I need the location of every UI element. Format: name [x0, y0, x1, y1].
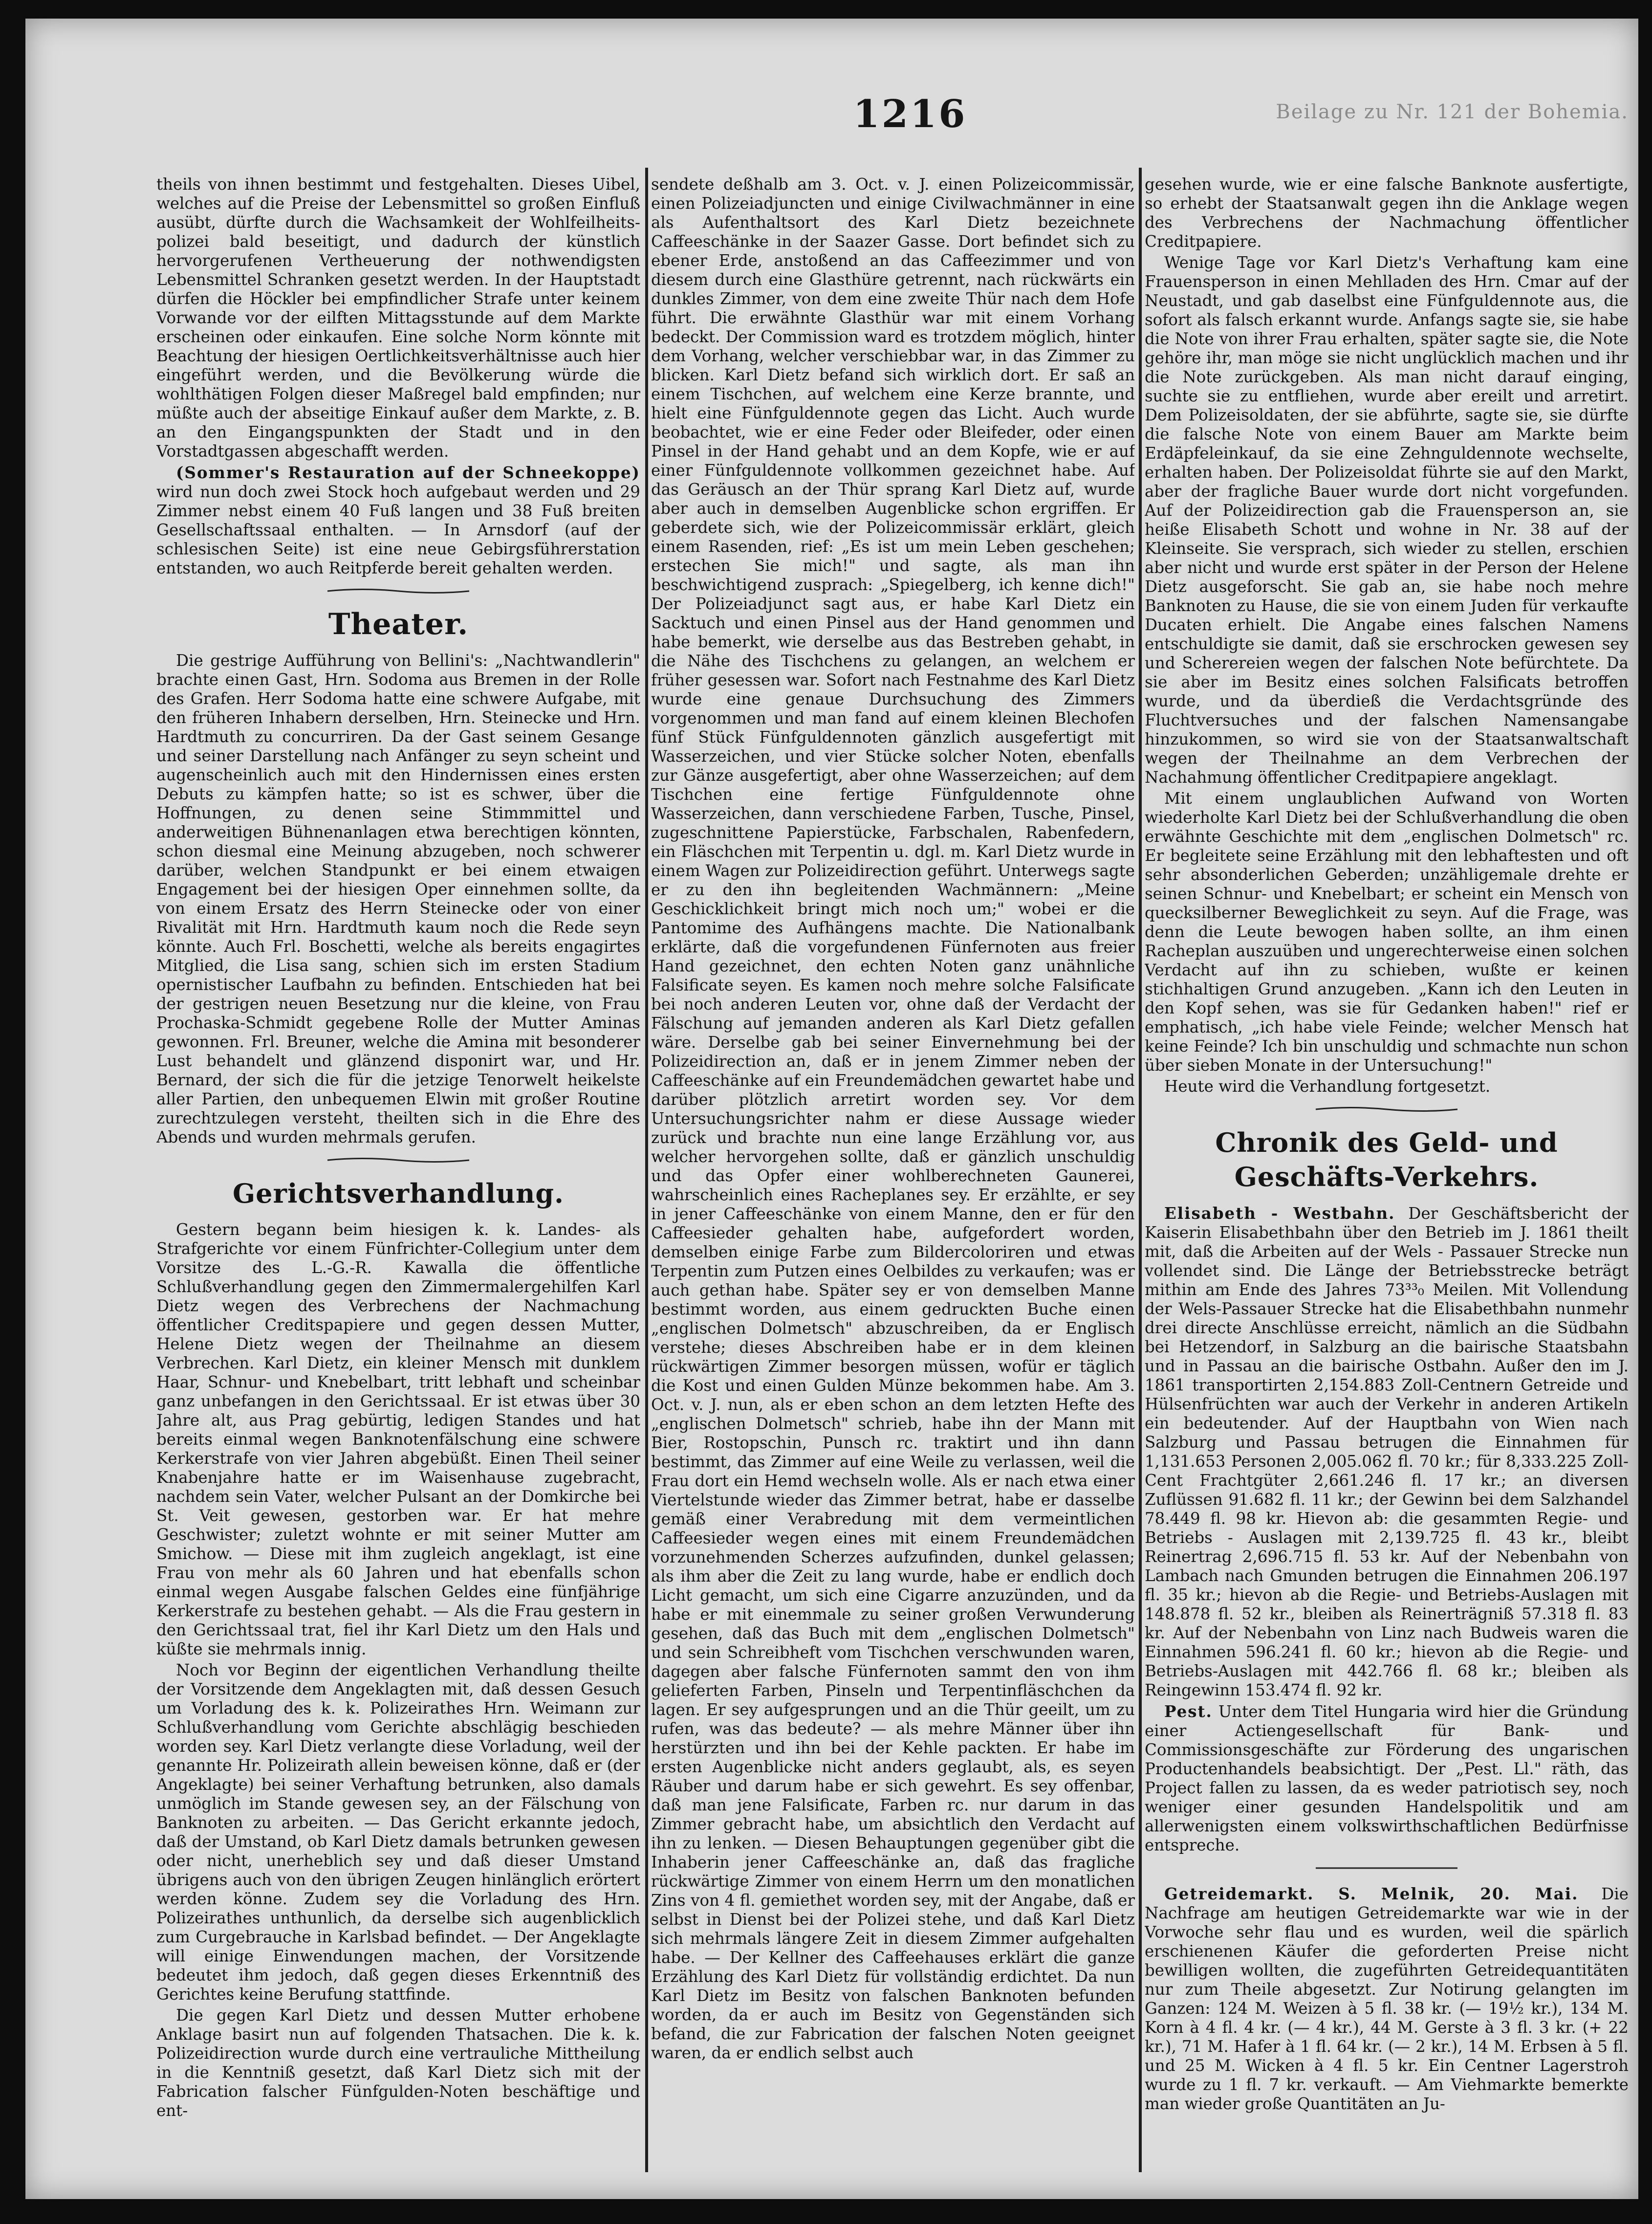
section-heading-court: Gerichtsverhandlung. — [233, 1178, 564, 1209]
paragraph — [1145, 1702, 1629, 1855]
column-2 — [651, 175, 1135, 2170]
ornament-divider — [325, 1157, 472, 1164]
ornament-divider — [1313, 1865, 1460, 1872]
column-rule — [1139, 168, 1142, 2172]
paragraph-text: wird nun doch zwei Stock hoch aufgebaut werden und 29 Zimmer nebst einem 40 Fuß langen und 38 Fuß breiten Gesellschaftssaal enthalten. — In Arnsdorf (auf der schlesischen Seite) ist eine neue Gebirgsführerstation entstanden, wo auch Reitpferde bereit gehalten werden. — [156, 483, 640, 577]
paragraph — [1145, 1204, 1629, 1700]
ornament-divider — [325, 588, 472, 595]
paragraph-lead: Getreidemarkt. S. Melnik, 20. Mai. — [1164, 1884, 1579, 1903]
paragraph: Wenige Tage vor Karl Dietz's Verhaftung kam eine Frauensperson in einen Mehlladen des Hrn. Cmar auf der Neustadt, und gab daselbst eine Fünfguldennote aus, die sofort als falsch erkannt wurde. Anfangs sagte sie, sie habe die Note von ihrer Frau erhalten, später sagte sie, die Note gehöre ihr, man möge sie nicht unglücklich machen und ihr die Note zurückgeben. Als man nicht darauf einging, suchte sie zu entfliehen, wurde aber ereilt und arretirt. Dem Polizeisoldaten, der sie abführte, sagte sie, sie dürfte die falsche Note von einem Bauer am Markte beim Erdäpfeleinkauf, da sie eine Zehnguldennote wechselte, erhalten haben. Der Polizeisoldat führte sie auf den Markt, aber der fragliche Bauer wurde dort nicht vorgefunden. Auf der Polizeidirection gab die Frauensperson an, sie heiße Elisabeth Schott und wohne in Nr. 38 auf der Kleinseite. Sie versprach, sich wieder zu stellen, erschien aber nicht und wurde erst später in der Person der Helene Dietz ausgeforscht. Sie gab an, sie habe noch mehre Banknoten zu Hause, die sie von einem Juden für verkaufte Ducaten erhielt. Die Angabe eines falschen Namens entschuldigte sie damit, daß sie erschrocken gewesen sey und Scherereien wegen der falschen Note befürchtete. Da sie aber im Besitz eines solchen Falsificats betroffen wurde, und da überdieß die Verdachtsgründe des Fluchtversuches und der falschen Namensangabe hinzukommen, so wird sie von der Staatsanwaltschaft wegen der Theilnahme an dem Verbrechen der Nachahmung öffentlicher Creditpapiere angeklagt. — [1145, 253, 1629, 787]
column-rule — [645, 168, 648, 2172]
paragraph: Gestern begann beim hiesigen k. k. Landes- als Strafgerichte vor einem Fünfrichter-Collegium unter dem Vorsitze des L.-G.-R. Kawalla die öffentliche Schlußverhandlung gegen den Zimmermalergehilfen Karl Dietz wegen des Verbrechens der Nachmachung öffentlicher Creditspapiere und gegen dessen Mutter, Helene Dietz wegen der Theilnahme an diesem Verbrechen. Karl Dietz, ein kleiner Mensch mit dunklem Haar, Schnur- und Knebelbart, tritt lebhaft und scheinbar ganz unbefangen in den Gerichtssaal. Er ist etwas über 30 Jahre alt, aus Prag gebürtig, ledigen Standes und hat bereits einmal wegen Banknotenfälschung eine schwere Kerkerstrafe von vier Jahren abgebüßt. Einen Theil seiner Knabenjahre hatte er im Waisenhause zugebracht, nachdem sein Vater, welcher Pulsant an der Domkirche bei St. Veit gewesen, gestorben war. Er hat mehre Geschwister; zuletzt wohnte er mit seiner Mutter am Smichow. — Diese mit ihm zugleich angeklagt, ist eine Frau von mehr als 60 Jahren und hat ebenfalls schon einmal wegen Ausgabe falschen Geldes eine fünfjährige Kerkerstrafe zu bestehen gehabt. — Als die Frau gestern in den Gerichtssaal trat, fiel ihr Karl Dietz um den Hals und küßte sie mehrmals innig. — [156, 1220, 640, 1658]
page-number: 1216 — [853, 92, 967, 136]
paragraph-lead: Pest. — [1164, 1702, 1213, 1721]
paragraph: sendete deßhalb am 3. Oct. v. J. einen Polizeicommissär, einen Polizeiadjuncten und einige Civilwachmänner in eine als Aufenthaltsort des Karl Dietz bezeichnete Caffeeschänke in der Saazer Gasse. Dort befindet sich zu ebener Erde, anstoßend an das Caffeezimmer und von diesem durch eine Glasthüre getrennt, nach rückwärts ein dunkles Zimmer, von dem eine zweite Thür nach dem Hofe führt. Die erwähnte Glasthür war mit einem Vorhang bedeckt. Der Commission ward es trotzdem möglich, hinter dem Vorhang, welcher verschiebbar war, in das Zimmer zu blicken. Karl Dietz befand sich wirklich dort. Er saß an einem Tischchen, auf welchem eine Kerze brannte, und hielt eine Fünfguldennote gegen das Licht. Auch wurde beobachtet, wie er eine Feder oder Bleifeder, oder einen Pinsel in der Hand gehabt und an dem Kopfe, wie er auf einer Fünfguldennote vollkommen gezeichnet habe. Auf das Geräusch an der Thür sprang Karl Dietz auf, wurde aber auch in demselben Augenblicke schon ergriffen. Er geberdete sich, wie der Polizeicommissär erklärt, gleich einem Rasenden, rief: „Es ist um mein Leben geschehen; erstechen Sie mich!" und sagte, als man ihn beschwichtigend zusprach: „Spiegelberg, ich kenne dich!" Der Polizeiadjunct sagt aus, er habe Karl Dietz ein Sacktuch und einen Pinsel aus der Hand genommen und habe bemerkt, wie derselbe aus das Bestreben gehabt, in die Nähe des Tischchens zu gelangen, an welchem er früher gesessen war. Sofort nach Festnahme des Karl Dietz wurde eine genaue Durchsuchung des Zimmers vorgenommen und man fand auf einem kleinen Blechofen fünf Stück Fünfguldennoten gänzlich ausgefertigt mit Wasserzeichen, und vier Stücke solcher Noten, ebenfalls zur Gänze ausgefertigt, aber ohne Wasserzeichen; auf dem Tischchen eine fertige Fünfguldennote ohne Wasserzeichen, dann verschiedene Farben, Tusche, Pinsel, zugeschnittene Papierstücke, Farbschalen, Rabenfedern, ein Fläschchen mit Terpentin u. dgl. m. Karl Dietz wurde in einem Wagen zur Polizeidirection geführt. Unterwegs sagte er zu den ihn begleitenden Wachmännern: „Meine Geschicklichkeit bringt mich noch um;" wobei er die Pantomime des Aufhängens machte. Die Nationalbank erklärte, daß die vorgefundenen Fünfernoten aus freier Hand gezeichnet, den echten Noten ganz unähnliche Falsificate seyen. Es kamen noch mehre solche Falsificate bei noch anderen Leuten vor, ohne daß der Verdacht der Fälschung auf jemanden anderen als Karl Dietz gefallen wäre. Derselbe gab bei seiner Einvernehmung bei der Polizeidirection an, daß er in jenem Zimmer neben der Caffeeschänke auf ein Freundemädchen gewartet habe und darüber plötzlich arretirt worden sey. Vor dem Untersuchungsrichter nahm er diese Aussage wieder zurück und brachte nun eine lange Erzählung vor, aus welcher hervorgehen sollte, daß er gänzlich unschuldig und das Opfer einer wohlberechneten Gaunerei, wahrscheinlich eines Racheplanes sey. Er erzählte, er sey in jener Caffeeschänke von einem Manne, den er für den Caffeesieder gehalten habe, aufgefordert worden, demselben einige Farbe zum Bildercoloriren und etwas Terpentin zum Putzen eines Oelbildes zu verkaufen; was er auch gethan habe. Später sey er von demselben Manne bestimmt worden, aus einem gedruckten Buche einen „englischen Dolmetsch" abzuschreiben, da er Englisch verstehe; dieses Abschreiben habe er in dem kleinen rückwärtigen Zimmer besorgen müssen, wofür er täglich die Kost und einen Gulden Münze bekommen habe. Am 3. Oct. v. J. nun, als er eben schon an dem letzten Hefte des „englischen Dolmetsch" schrieb, habe ihn der Mann mit Bier, Rostopschin, Punsch rc. traktirt und ihn dann bestimmt, das Zimmer auf eine Weile zu verlassen, weil die Frau dort ein Hemd wechseln wolle. Als er nach etwa einer Viertelstunde wieder das Zimmer betrat, habe er dasselbe gemäß einer Verabredung mit dem vermeintlichen Caffeesieder wegen eines mit einem Freundemädchen vorzunehmenden Scherzes aufzufinden, dunkel gelassen; als ihm aber die Zeit zu lang wurde, habe er endlich doch Licht gemacht, um sich eine Cigarre anzuzünden, und da habe er mit einemmale zu seiner großen Verwunderung gesehen, daß das Buch mit dem „englischen Dolmetsch" und sein Schreibheft vom Tischchen verschwunden waren, dagegen aber falsche Fünfernoten sammt den von ihm gelieferten Farben, Pinseln und Terpentinfläschchen da lagen. Er sey aufgesprungen und an die Thür geeilt, um zu rufen, was das bedeute? — als mehre Männer über ihn herstürzten und ihn bei der Kehle packten. Er habe im ersten Augenblicke nicht anders geglaubt, als, es seyen Räuber und darum habe er sich gewehrt. Es sey offenbar, daß man jene Falsificate, Farben rc. nur darum in das Zimmer gebracht habe, um absichtlich den Verdacht auf ihn zu lenken. — Diesen Behauptungen gegenüber gibt die Inhaberin jener Caffeeschänke an, daß das fragliche rückwärtige Zimmer von einem Herrn um den monatlichen Zins von 4 fl. gemiethet worden sey, mit der Angabe, daß er selbst in Dienst bei der Polizei stehe, und daß Karl Dietz sich mehrmals längere Zeit in diesem Zimmer aufgehalten habe. — Der Kellner des Caffeehauses erklärt die ganze Erzählung des Karl Dietz für vollständig erdichtet. Da nun Karl Dietz im Besitz von falschen Banknoten befunden worden, da er auch im Besitz von Gegenständen sich befand, die zur Fabrication der falschen Noten geeignet waren, da er endlich selbst auch — [651, 175, 1135, 2062]
section-heading-chronicle: Chronik des Geld- und Geschäfts-Verkehrs. — [1215, 1127, 1558, 1192]
paragraph: theils von ihnen bestimmt und festgehalten. Dieses Uibel, welches auf die Preise der Lebensmittel so großen Einfluß ausübt, dürfte durch die Wachsamkeit der Wohlfeilheits-polizei bald beseitigt, und dadurch der künstlich hervorgerufenen Vertheuerung der nothwendigsten Lebensmittel Schranken gesetzt werden. In der Hauptstadt dürfen die Höckler bei empfindlicher Strafe unter keinem Vorwande vor der eilften Mittagsstunde auf dem Markte erscheinen oder einkaufen. Eine solche Norm könnte mit Beachtung der hiesigen Oertlichkeitsverhältnisse auch hier eingeführt werden, und die Bevölkerung würde die wohlthätigen Folgen dieser Maßregel bald empfinden; nur müßte auch der abseitige Einkauf außer dem Markte, z. B. an den Eingangspunkten der Stadt und in den Vorstadtgassen abgeschafft werden. — [156, 175, 640, 461]
paragraph — [156, 463, 640, 578]
paragraph: Die gestrige Aufführung von Bellini's: „Nachtwandlerin" brachte einen Gast, Hrn. Sodoma aus Bremen in der Rolle des Grafen. Herr Sodoma hatte eine schwere Aufgabe, mit den früheren Inhabern derselben, Hrn. Steinecke und Hrn. Hardtmuth zu concurriren. Da der Gast seinem Gesange und seiner Darstellung nach Anfänger zu seyn scheint und augenscheinlich auch mit den Hindernissen eines ersten Debuts zu kämpfen hatte; so ist es schwer, über die Hoffnungen, zu denen seine Stimmmittel und anderweitigen Bühnenanlagen etwa berechtigen könnten, schon diesmal eine Meinung abzugeben, noch schwerer darüber, welchen Standpunkt er bei einem etwaigen Engagement bei der hiesigen Oper einnehmen sollte, da von einem Ersatz des Herrn Steinecke oder von einer Rivalität mit Hrn. Hardtmuth kaum noch die Rede seyn könnte. Auch Frl. Boschetti, welche als bereits engagirtes Mitglied, die Lisa sang, schien sich im ersten Stadium opernistischer Laufbahn zu befinden. Entschieden hat bei der gestrigen neuen Besetzung nur die kleine, von Frau Prochaska-Schmidt gegebene Rolle der Mutter Aminas gewonnen. Frl. Breuner, welche die Amina mit besonderer Lust behandelt und glänzend disponirt war, und Hr. Bernard, der sich die für die jetzige Tenorwelt heikelste aller Partien, den unbequemen Elwin mit großer Routine zurechtzulegen versteht, theilten sich in die Ehre des Abends und wurden mehrmals gerufen. — [156, 651, 640, 1146]
paragraph: gesehen wurde, wie er eine falsche Banknote ausfertigte, so erhebt der Staatsanwalt gegen ihn die Anklage wegen des Verbrechens der Nachmachung öffentlicher Creditpapiere. — [1145, 175, 1629, 251]
running-header: Beilage zu Nr. 121 der Bohemia. — [1276, 101, 1629, 123]
paragraph: Mit einem unglaublichen Aufwand von Worten wiederholte Karl Dietz bei der Schlußverhandlung die oben erwähnte Geschichte mit dem „englischen Dolmetsch" rc. Er begleitete seine Erzählung mit den lebhaftesten und oft sehr absonderlichen Geberden; unzähligemale drehte er seinen Schnur- und Knebelbart; er scheint ein Mensch von quecksilberner Beweglichkeit zu seyn. Auf die Frage, was denn die Leute bewogen haben sollte, an ihm einen Racheplan auszuüben und ungerechterweise einen solchen Verdacht auf ihn zu schieben, wußte er keinen stichhaltigen Grund anzugeben. „Kann ich den Leuten in den Kopf sehen, was sie für Gedanken haben!" rief er emphatisch, „ich habe viele Feinde; welcher Mensch hat keine Feinde? Ich bin unschuldig und schmachte nun schon über sieben Monate in der Untersuchung!" — [1145, 789, 1629, 1075]
paragraph — [1145, 1884, 1629, 2114]
column-3 — [1145, 175, 1629, 2170]
newspaper-page — [25, 19, 1638, 2199]
column-1 — [156, 175, 640, 2170]
paragraph-text: Die Nachfrage am heutigen Getreidemarkte war wie in der Vorwoche sehr flau und es wurden, weil die spärlich erschienenen Käufer die geforderten Preise nicht bewilligen wollten, die zugeführten Getreidequantitäten nur zum Theile abgesetzt. Zur Notirung gelangten im Ganzen: 124 M. Weizen à 5 fl. 38 kr. (— 19½ kr.), 134 M. Korn à 4 fl. 4 kr. (— 4 kr.), 44 M. Gerste à 3 fl. 3 kr. (+ 22 kr.), 71 M. Hafer à 1 fl. 64 kr. (— 2 kr.), 14 M. Erbsen à 5 fl. und 25 M. Wicken à 4 fl. 5 kr. Ein Centner Lagerstroh wurde zu 1 fl. 7 kr. verkauft. — Am Viehmarkte bemerkte man wieder große Quantitäten an Ju- — [1145, 1885, 1629, 2113]
paragraph-text: Der Geschäftsbericht der Kaiserin Elisabethbahn über den Betrieb im J. 1861 theilt mit, daß die Arbeiten auf der Wels - Passauer Strecke nun vollendet sind. Die Länge der Betriebsstrecke beträgt mithin am Ende des Jahres 73³³₀ Meilen. Mit Vollendung der Wels-Passauer Strecke hat die Elisabethbahn nunmehr drei directe Anschlüsse erreicht, nämlich an die Südbahn bei Hetzendorf, in Salzburg an die bairische Staatsbahn und in Passau an die bairische Ostbahn. Außer den im J. 1861 transportirten 2,154.883 Zoll-Centnern Getreide und Hülsenfrüchten war auch der Verkehr in anderen Artikeln ein bedeutender. Auf der Hauptbahn von Wien nach Salzburg und Passau betrugen die Einnahmen für 1,131.653 Personen 2,005.062 fl. 70 kr.; für 8,333.225 Zoll-Cent Frachtgüter 2,661.246 fl. 17 kr.; an diversen Zuflüssen 91.682 fl. 11 kr.; der Gewinn bei dem Salzhandel 78.449 fl. 98 kr. Hievon ab: die gesammten Regie- und Betriebs - Auslagen mit 2,139.725 fl. 43 kr., bleibt Reinertrag 2,696.715 fl. 53 kr. Auf der Nebenbahn von Lambach nach Gmunden betrugen die Einnahmen 206.197 fl. 35 kr.; hievon ab die Regie- und Betriebs-Auslagen mit 148.878 fl. 52 kr., bleiben als Reinerträgniß 57.318 fl. 83 kr. Auf der Nebenbahn von Linz nach Budweis waren die Einnahmen 596.241 fl. 60 kr.; hievon ab die Regie- und Betriebs-Auslagen mit 442.766 fl. 68 kr.; bleiben als Reingewinn 153.474 fl. 92 kr. — [1145, 1204, 1629, 1699]
paragraph-lead: (Sommer's Restauration auf der Schneekoppe) — [176, 463, 640, 482]
paragraph-lead: Elisabeth - Westbahn. — [1164, 1204, 1395, 1223]
paragraph: Die gegen Karl Dietz und dessen Mutter erhobene Anklage basirt nun auf folgenden Thatsachen. Die k. k. Polizeidirection wurde durch eine vertrauliche Mittheilung in die Kenntniß gesetzt, daß Karl Dietz sich mit der Fabrication falscher Fünfgulden-Noten beschäftige und ent- — [156, 2006, 640, 2120]
ornament-divider — [1313, 1106, 1460, 1113]
section-heading-theater: Theater. — [328, 607, 469, 641]
paragraph: Heute wird die Verhandlung fortgesetzt. — [1164, 1077, 1491, 1096]
paragraph-text: Unter dem Titel Hungaria wird hier die Gründung einer Actiengesellschaft für Bank- und Commissionsgeschäfte zur Förderung des ungarischen Productenhandels beabsichtigt. Der „Pest. Ll." räth, das Project fallen zu lassen, da es weder patriotisch sey, noch weniger einer gesunden Handelspolitik und am allerwenigsten einem volkswirthschaftlichen Bedürfnisse entspreche. — [1145, 1702, 1629, 1854]
paragraph: Noch vor Beginn der eigentlichen Verhandlung theilte der Vorsitzende dem Angeklagten mit, daß dessen Gesuch um Vorladung des k. k. Polizeirathes Hrn. Weimann zur Schlußverhandlung vom Gerichte abschlägig beschieden worden sey. Karl Dietz verlangte diese Vorladung, weil der genannte Hr. Polizeirath allein beweisen könne, daß er (der Angeklagte) bei seiner Verhaftung betrunken, also damals unmöglich im Stande gewesen sey, an der Fälschung von Banknoten zu arbeiten. — Das Gericht erkannte jedoch, daß der Umstand, ob Karl Dietz damals betrunken gewesen oder nicht, unerheblich sey und daß dieser Umstand übrigens auch von den übrigen Zeugen hinlänglich erörtert werden könne. Zudem sey die Vorladung des Hrn. Polizeirathes unthunlich, da derselbe sich augenblicklich zum Curgebrauche in Karlsbad befindet. — Der Angeklagte will einige Einwendungen machen, der Vorsitzende bedeutet ihm jedoch, daß gegen dieses Erkenntniß des Gerichtes keine Berufung stattfinde. — [156, 1661, 640, 2004]
